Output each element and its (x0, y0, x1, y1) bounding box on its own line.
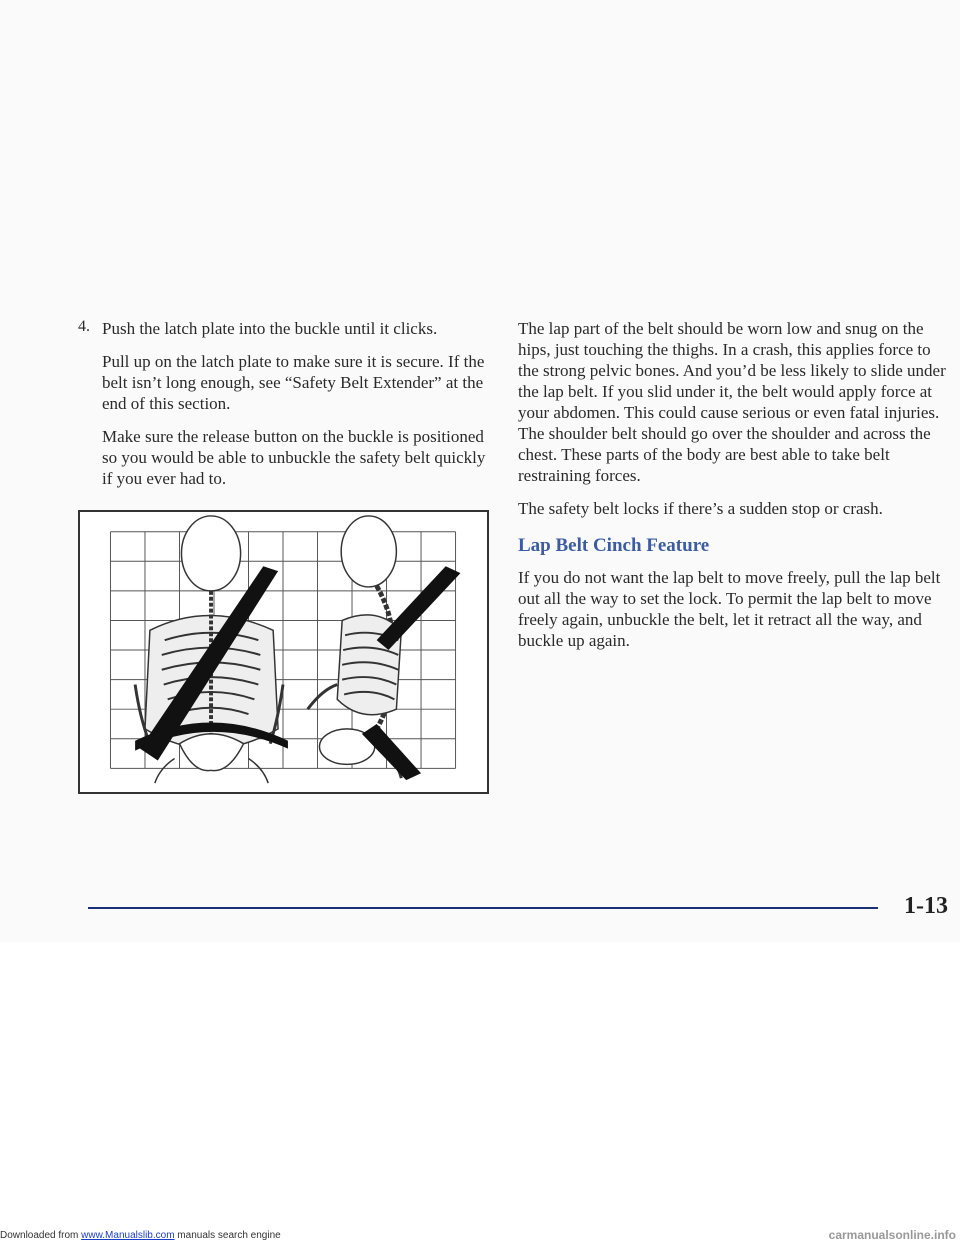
paragraph-latch-secure: Pull up on the latch plate to make sure it is secure. If the belt isn’t long enough, see “Safety Belt Extender” at the end of this section. (102, 352, 485, 413)
paragraph-lap-belt: The lap part of the belt should be worn low and snug on the hips, just touching the thighs. In a crash, this applies force to the strong pelvic bones. And you’d be less likely to slide under the lap belt. If you slid under it, the belt would apply force at your abdomen. This could cause serious or even fatal injuries. The shoulder belt should go over the shoulder and across the chest. These parts of the body are best able to take belt restraining forces. (518, 319, 946, 485)
page-number: 1-13 (904, 893, 948, 919)
footer-rule (88, 907, 878, 909)
step-text: Push the latch plate into the buckle until it clicks. (102, 319, 438, 338)
banner-prefix: Downloaded from (0, 1230, 82, 1241)
heading-lap-belt-cinch: Lap Belt Cinch Feature (518, 535, 710, 556)
manualslib-link[interactable]: www.Manualslib.com (81, 1230, 175, 1241)
watermark: carmanualsonline.info (828, 1228, 956, 1242)
step-number: 4. (78, 318, 90, 335)
paragraph-belt-locks: The safety belt locks if there’s a sudden stop or crash. (518, 499, 883, 518)
right-column (518, 318, 948, 663)
left-column (78, 318, 498, 501)
skeleton-diagram (80, 512, 487, 792)
paragraph-release-button: Make sure the release button on the buckle is positioned so you would be able to unbuckle the safety belt quickly if you ever had to. (102, 427, 486, 488)
step-body (102, 318, 498, 501)
safety-belt-skeleton-illustration (78, 510, 489, 794)
download-banner (0, 1230, 960, 1242)
banner-suffix: manuals search engine (174, 1230, 281, 1241)
paragraph-cinch-feature: If you do not want the lap belt to move freely, pull the lap belt out all the way to set the lock. To permit the lap belt to move freely again, unbuckle the belt, let it retract all the way, and buckle up again. (518, 568, 941, 650)
step-4 (78, 318, 498, 501)
